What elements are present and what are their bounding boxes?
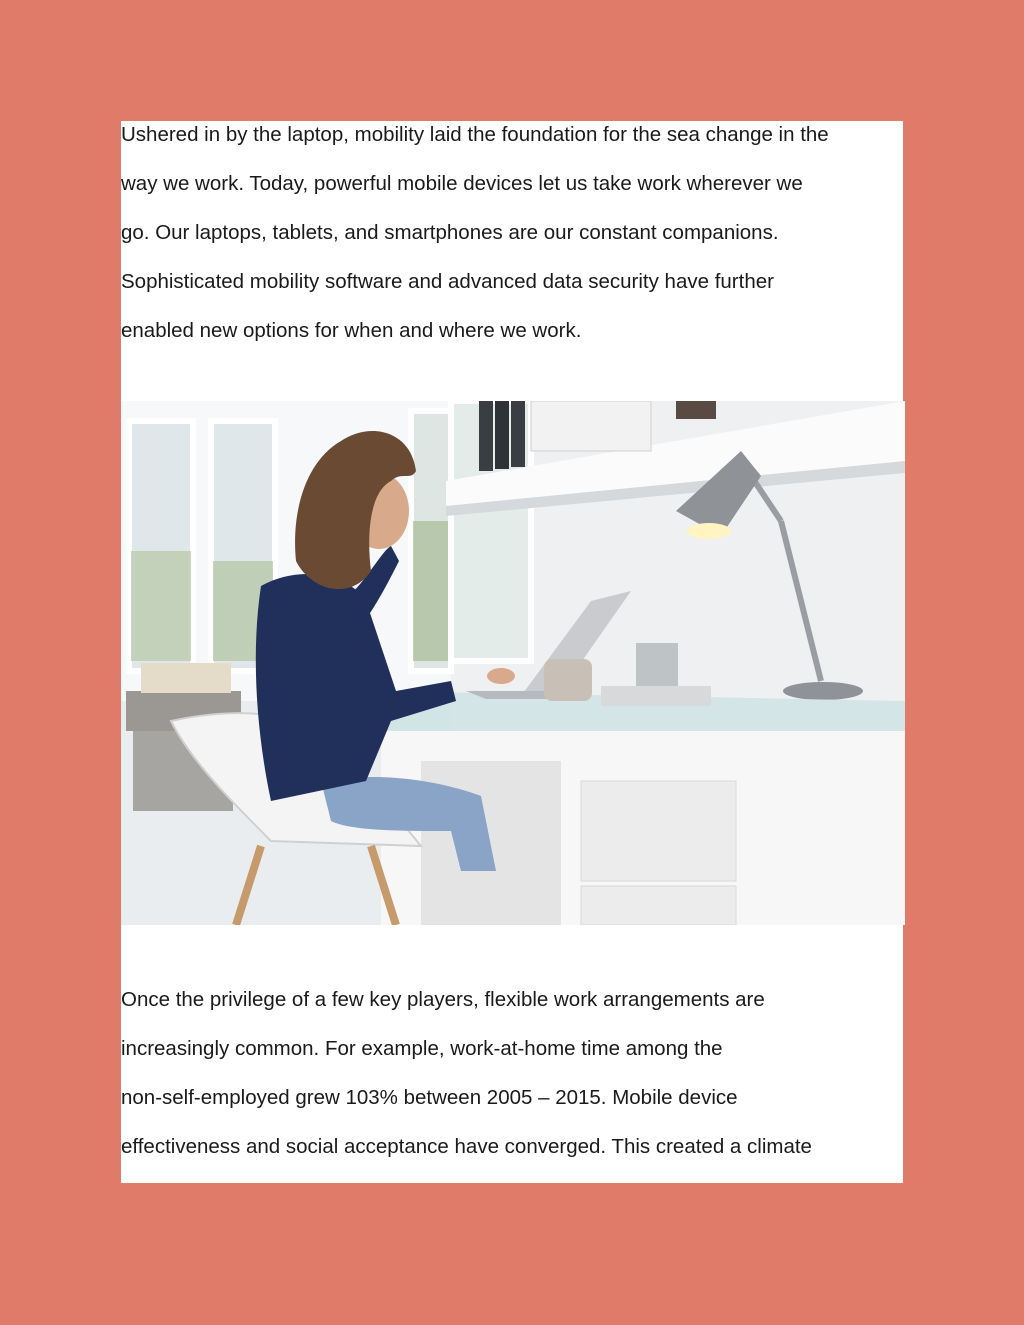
paragraph-line: go. Our laptops, tablets, and smartphones are our constant companions. [121,221,779,244]
paragraph-line: enabled new options for when and where we work. [121,319,582,342]
body-paragraph [121,975,911,1171]
document-page [121,121,903,1183]
paragraph-line: way we work. Today, powerful mobile devices let us take work wherever we [121,172,803,195]
intro-paragraph [121,110,911,355]
photo-woman-working-at-desk [121,401,905,925]
paragraph-line: non-self-employed grew 103% between 2005 – 2015. Mobile device [121,1086,738,1109]
paragraph-line: Sophisticated mobility software and advanced data security have further [121,270,774,293]
paragraph-line: Ushered in by the laptop, mobility laid the foundation for the sea change in the [121,123,829,146]
photo-woman-working-at-desk-icon [121,401,905,925]
paragraph-line: Once the privilege of a few key players, flexible work arrangements are [121,988,765,1011]
paragraph-line: increasingly common. For example, work-at-home time among the [121,1037,723,1060]
paragraph-line: effectiveness and social acceptance have converged. This created a climate [121,1135,812,1158]
